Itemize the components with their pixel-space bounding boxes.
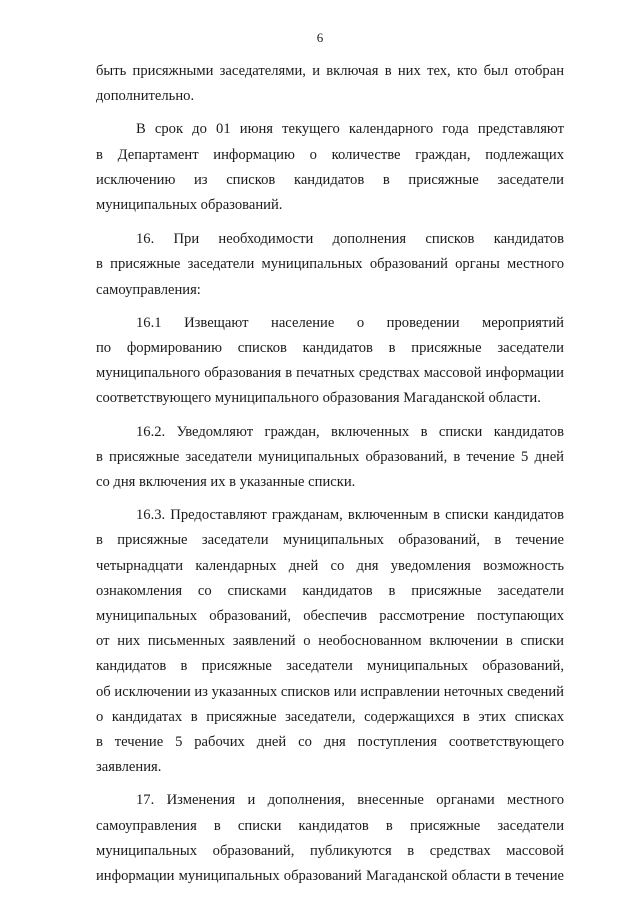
text-line: со дня включения их в указанные списки. <box>96 474 356 491</box>
text-line: в присяжные заседатели муниципальных образований органы местного <box>96 256 564 273</box>
text-line: в Департамент информацию о количестве граждан, подлежащих <box>96 146 564 163</box>
text-line: исключению из списков кандидатов в присяжные заседатели <box>96 171 564 188</box>
text-line: 16.1 Извещают население о проведении мероприятий <box>136 314 564 331</box>
text-line: 16.3. Предоставляют гражданам, включенным в списки кандидатов <box>136 507 564 524</box>
text-line: кандидатов в присяжные заседатели муниципальных образований, <box>96 658 564 675</box>
paragraph-item-16-1 <box>96 311 564 412</box>
text-line: дополнительно. <box>96 88 195 105</box>
text-line: муниципальных образований, обеспечив рассмотрение поступающих <box>96 608 564 625</box>
text-line: по формированию списков кандидатов в присяжные заседатели <box>96 340 564 357</box>
paragraph-item-17 <box>96 788 564 889</box>
paragraph-item-16-3 <box>96 503 564 780</box>
paragraph-deadline <box>96 117 564 218</box>
text-line: ознакомления со списками кандидатов в присяжные заседатели <box>96 582 564 599</box>
paragraph-item-16 <box>96 227 564 303</box>
text-line: соответствующего муниципального образования Магаданской области. <box>96 390 541 407</box>
text-line: в течение 5 рабочих дней со дня поступления соответствующего заявления. <box>96 734 564 776</box>
text-line: В срок до 01 июня текущего календарного года представляют <box>136 121 564 138</box>
text-line: четырнадцати календарных дней со дня уведомления возможность <box>96 557 564 574</box>
text-line: от них письменных заявлений о необоснованном включении в списки <box>96 633 564 650</box>
text-line: о кандидатах в присяжные заседатели, содержащихся в этих списках <box>96 708 564 725</box>
text-line: 17. Изменения и дополнения, внесенные органами местного <box>136 792 564 809</box>
text-line: в присяжные заседатели муниципальных образований, в течение <box>96 532 564 549</box>
text-line: муниципального образования в печатных средствах массовой информации <box>96 365 564 382</box>
paragraph-continuation <box>96 59 564 109</box>
text-line: об исключении из указанных списков или исправлении неточных сведений <box>96 683 564 700</box>
text-line: самоуправления в списки кандидатов в присяжные заседатели <box>96 817 564 834</box>
text-line: быть присяжными заседателями, и включая в них тех, кто был отобран <box>96 63 564 79</box>
document-body <box>96 59 564 889</box>
text-line: муниципальных образований, публикуются в средствах массовой <box>96 842 564 859</box>
text-line: 16.2. Уведомляют граждан, включенных в списки кандидатов <box>136 423 564 440</box>
text-line: в присяжные заседатели муниципальных образований, в течение 5 дней <box>96 448 564 465</box>
text-line: 16. При необходимости дополнения списков кандидатов <box>136 231 564 248</box>
paragraph-item-16-2 <box>96 420 564 496</box>
text-line: самоуправления: <box>96 281 201 298</box>
page-number: 6 <box>316 30 324 45</box>
text-line: муниципальных образований. <box>96 197 283 214</box>
text-line: информации муниципальных образований Магаданской области в течение <box>96 868 564 885</box>
